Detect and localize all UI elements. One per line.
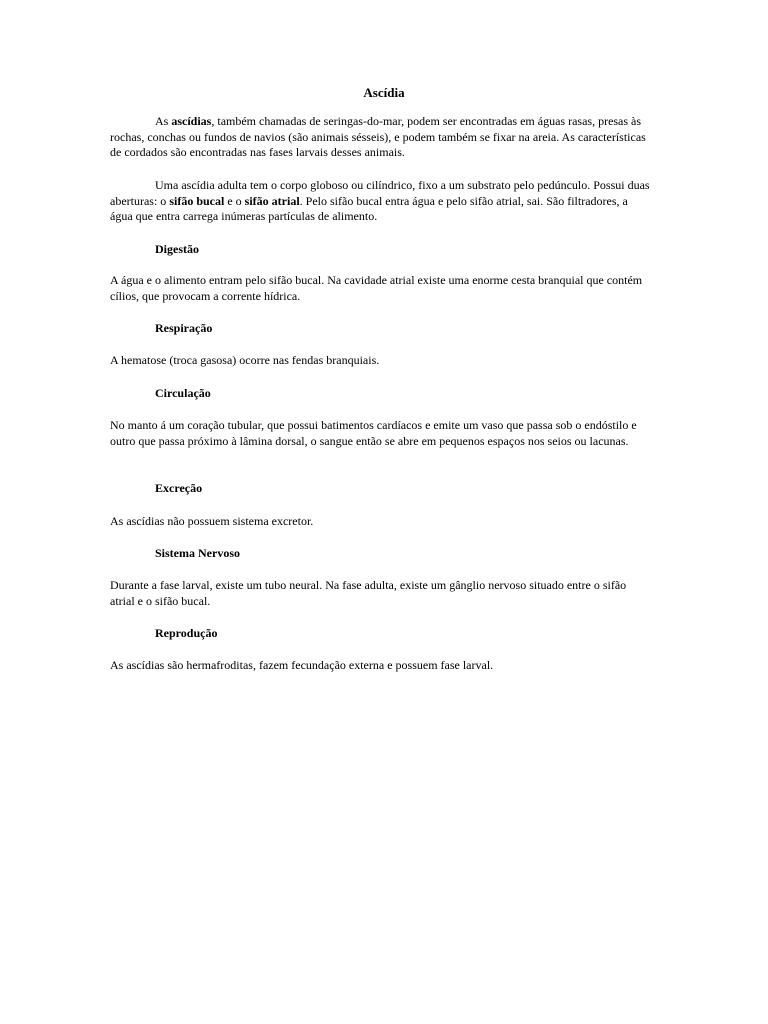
intro-paragraph-1 (110, 114, 650, 161)
intro-text: As (155, 114, 172, 128)
intro-text: Uma ascídia adulta tem o corpo globoso ou cilíndrico, fixo a um substrato pelo pedúnculo. Possui duas aberturas: o (110, 178, 650, 208)
section-text-digestao: A água e o alimento entram pelo sifão bucal. Na cavidade atrial existe uma enorme cesta branquial que contém cílios, que provocam a corrente hídrica. (110, 273, 643, 303)
intro-text: , também chamadas de seringas-do-mar, podem ser encontradas em águas rasas, presas às rochas, conchas ou fundos de navios (são animais sésseis), e podem também se fixar na areia. As características de cordados são encontradas nas fases larvais desses animais. (110, 114, 646, 159)
section-heading-circulacao: Circulação (155, 386, 211, 400)
section-text-sistema-nervoso: Durante a fase larval, existe um tubo neural. Na fase adulta, existe um gânglio nervoso situado entre o sifão atrial e o sifão bucal. (110, 578, 627, 608)
intro-paragraph-2 (110, 178, 650, 225)
intro-bold-term: sifão atrial (244, 193, 300, 208)
section-heading-sistema-nervoso: Sistema Nervoso (155, 546, 240, 560)
section-heading-respiracao: Respiração (155, 321, 213, 335)
section-heading-reproducao: Reprodução (155, 626, 218, 640)
intro-text: . Pelo sifão bucal entra água e pelo sifão atrial, sai. São filtradores, a água que entra carrega inúmeras partículas de alimento. (110, 193, 628, 223)
intro-bold-term: sifão bucal (169, 193, 225, 208)
intro-text: e o (224, 193, 245, 208)
section-heading-excrecao: Excreção (155, 481, 203, 495)
section-text-reproducao: As ascídias são hermafroditas, fazem fecundação externa e possuem fase larval. (110, 658, 494, 672)
intro-bold-term: ascídias (171, 114, 212, 128)
section-text-respiracao: A hematose (troca gasosa) ocorre nas fendas branquiais. (110, 353, 380, 367)
section-text-excrecao: As ascídias não possuem sistema excretor. (110, 514, 314, 528)
section-text-circulacao: No manto á um coração tubular, que possui batimentos cardíacos e emite um vaso que passa sob o endóstilo e outro que passa próximo à lâmina dorsal, o sangue então se abre em pequenos espaços nos seios ou lacunas. (110, 418, 637, 448)
document-title: Ascídia (363, 85, 405, 100)
section-heading-digestao: Digestão (155, 242, 199, 256)
